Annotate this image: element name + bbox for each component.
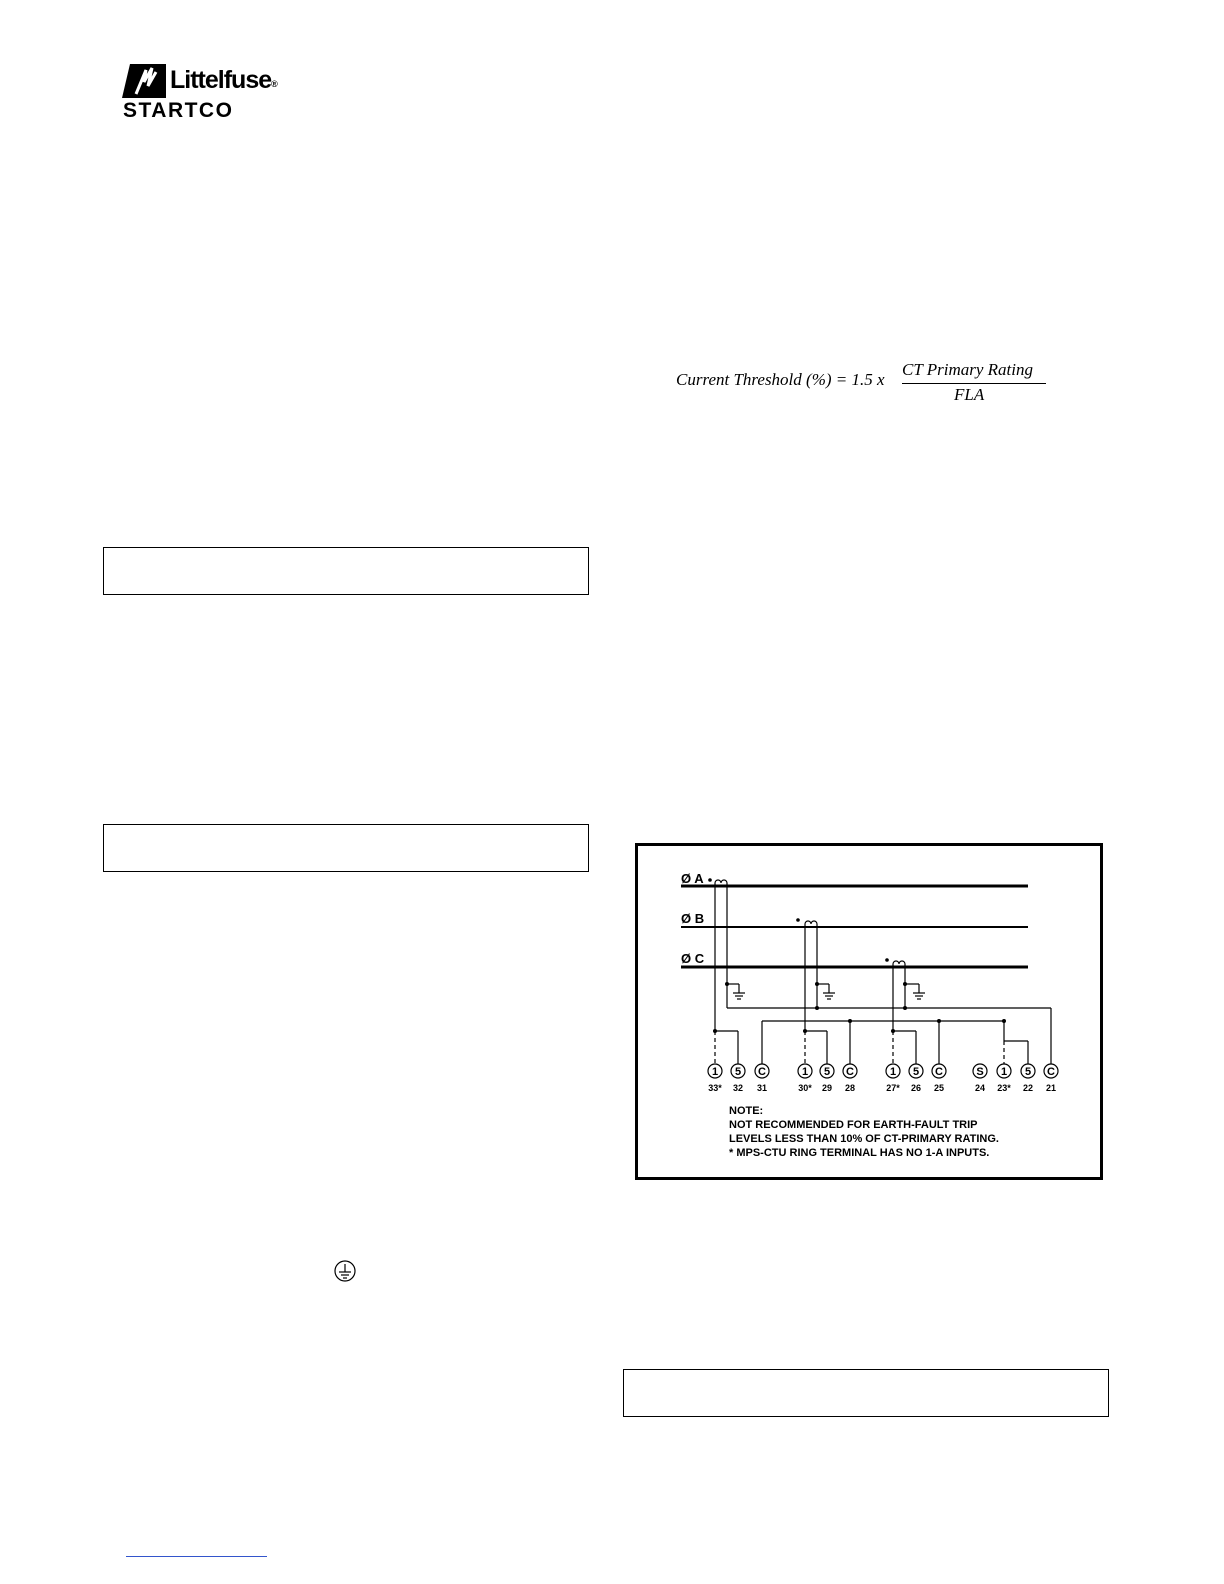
terminal-symbol: 1 [711,1066,719,1078]
polarity-dot-c [885,958,889,962]
lightning-fuse-logo-icon [122,64,166,98]
phase-c-label: Ø C [681,951,705,966]
caption-box-2 [103,824,589,872]
terminal-number: 33* [708,1083,722,1093]
terminal-symbol: 1 [889,1066,897,1078]
terminal-symbol: C [935,1066,943,1078]
terminal-symbol: S [976,1066,984,1078]
littelfuse-startco-logo [122,62,282,124]
terminal-number: 25 [933,1083,945,1093]
terminal-number: 24 [974,1083,986,1093]
note-line: NOT RECOMMENDED FOR EARTH-FAULT TRIP [729,1119,978,1131]
terminal-number: 29 [821,1083,833,1093]
terminal-symbol: 5 [1024,1066,1032,1078]
brand-name: Littelfuse® [170,66,277,94]
polarity-dot-b [796,918,800,922]
terminal-number: 28 [844,1083,856,1093]
brand-subname: STARTCO [123,99,234,122]
wiring-diagram-svg [635,843,1103,1180]
terminal-symbol: C [758,1066,766,1078]
formula-numerator: CT Primary Rating [902,360,1033,379]
terminal-symbol: 5 [823,1066,831,1078]
footer-link-underline[interactable] [126,1556,267,1557]
polarity-dot-a [708,878,712,882]
caption-box-1 [103,547,589,595]
terminal-number: 21 [1045,1083,1057,1093]
caption-box-3 [623,1369,1109,1417]
ct-wiring-diagram [635,843,1103,1180]
phase-a-label: Ø A [681,871,704,886]
phase-b-label: Ø B [681,911,705,926]
fraction-bar [902,383,1046,384]
terminal-number: 23* [997,1083,1011,1093]
formula-denominator: FLA [954,385,985,404]
note-line: LEVELS LESS THAN 10% OF CT-PRIMARY RATING. [729,1133,999,1145]
current-threshold-formula [676,356,1056,410]
terminal-number: 30* [798,1083,812,1093]
terminal-number: 32 [732,1083,744,1093]
note-line: * MPS-CTU RING TERMINAL HAS NO 1-A INPUTS. [729,1147,990,1159]
note-line: NOTE: [729,1105,764,1117]
terminal-symbol: 1 [801,1066,809,1078]
terminal-number: 27* [886,1083,900,1093]
terminal-symbol: 5 [912,1066,920,1078]
terminal-number: 26 [910,1083,922,1093]
formula-lhs: Current Threshold (%) = 1.5 x [676,370,885,389]
terminal-symbol: C [1047,1066,1055,1078]
terminal-number: 22 [1022,1083,1034,1093]
terminal-symbol: 5 [734,1066,742,1078]
protective-earth-icon [334,1260,356,1282]
terminal-symbol: 1 [1000,1066,1008,1078]
terminal-number: 31 [756,1083,768,1093]
terminal-symbol: C [846,1066,854,1078]
